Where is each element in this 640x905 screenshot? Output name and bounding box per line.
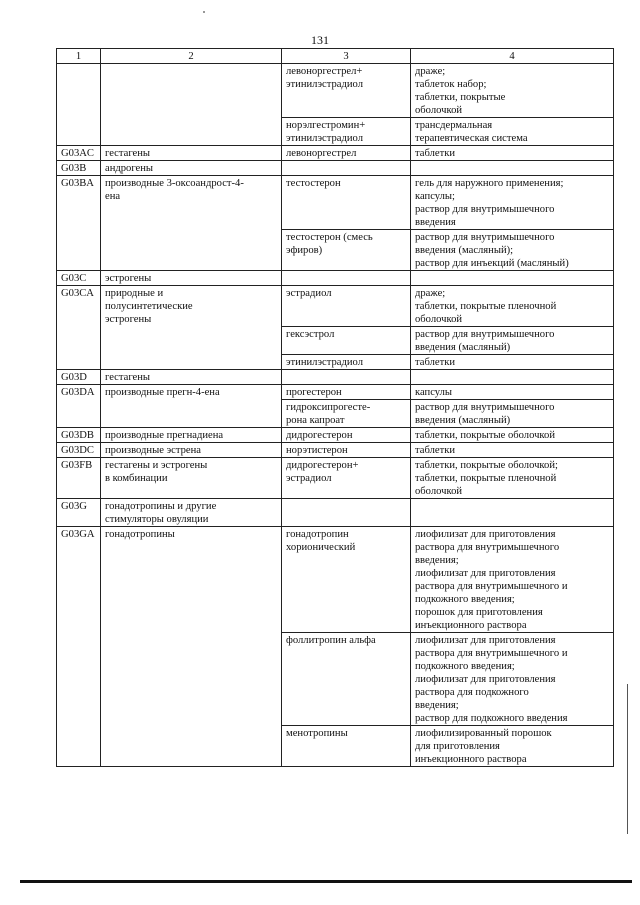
drug-classification-table (56, 48, 614, 767)
table-row (57, 527, 614, 633)
substance-cell: прогестерон (282, 385, 411, 400)
substance-cell: дидрогестерон+ эстрадиол (282, 458, 411, 499)
header-cell: 2 (101, 49, 282, 64)
table-row (57, 271, 614, 286)
header-cell: 3 (282, 49, 411, 64)
dosage-form-cell (411, 271, 614, 286)
atc-code-cell: G03BA (57, 176, 101, 271)
header-cell: 4 (411, 49, 614, 64)
dosage-form-cell: трансдермальная терапевтическая система (411, 118, 614, 146)
dosage-form-cell: таблетки, покрытые оболочкой; таблетки, покрытые пленочной оболочкой (411, 458, 614, 499)
atc-code-cell (57, 64, 101, 146)
table-row (57, 286, 614, 327)
dosage-form-cell (411, 370, 614, 385)
dosage-form-cell: таблетки (411, 443, 614, 458)
atc-code-cell: G03GA (57, 527, 101, 767)
substance-cell (282, 370, 411, 385)
substance-cell (282, 271, 411, 286)
table-row (57, 428, 614, 443)
atc-code-cell: G03DA (57, 385, 101, 428)
scan-margin-line (627, 684, 628, 834)
page-number: 131 (311, 33, 329, 47)
dosage-form-cell: драже; таблеток набор; таблетки, покрытые оболочкой (411, 64, 614, 118)
header-row (57, 49, 614, 64)
table-row (57, 370, 614, 385)
table-row (57, 146, 614, 161)
dosage-form-cell: таблетки (411, 146, 614, 161)
substance-cell: тестостерон (смесь эфиров) (282, 230, 411, 271)
dosage-form-cell: лиофилизат для приготовления раствора для внутримышечного и подкожного введения; лиофилизат для приготовления раствора для подкожного введения; раствор для подкожного введения (411, 633, 614, 726)
substance-cell (282, 161, 411, 176)
atc-code-cell: G03G (57, 499, 101, 527)
group-cell: производные 3-оксоандрост-4- ена (101, 176, 282, 271)
dosage-form-cell: гель для наружного применения; капсулы; раствор для внутримышечного введения (411, 176, 614, 230)
atc-code-cell: G03AC (57, 146, 101, 161)
page-bottom-rule (20, 880, 632, 883)
group-cell: гестагены (101, 370, 282, 385)
scan-speck (203, 11, 205, 13)
dosage-form-cell (411, 161, 614, 176)
substance-cell: левоноргестрел (282, 146, 411, 161)
group-cell: эстрогены (101, 271, 282, 286)
atc-code-cell: G03DC (57, 443, 101, 458)
group-cell: гонадотропины (101, 527, 282, 767)
dosage-form-cell: таблетки (411, 355, 614, 370)
dosage-form-cell: таблетки, покрытые оболочкой (411, 428, 614, 443)
group-cell: производные прегнадиена (101, 428, 282, 443)
atc-code-cell: G03C (57, 271, 101, 286)
substance-cell: гидроксипрогесте- рона капроат (282, 400, 411, 428)
substance-cell: дидрогестерон (282, 428, 411, 443)
table-row (57, 64, 614, 118)
group-cell (101, 64, 282, 146)
substance-cell: менотропины (282, 726, 411, 767)
dosage-form-cell: раствор для внутримышечного введения (масляный) (411, 327, 614, 355)
atc-code-cell: G03B (57, 161, 101, 176)
dosage-form-cell: раствор для внутримышечного введения (масляный); раствор для инъекций (масляный) (411, 230, 614, 271)
group-cell: производные эстрена (101, 443, 282, 458)
table-row (57, 161, 614, 176)
table-row (57, 176, 614, 230)
group-cell: гестагены и эстрогены в комбинации (101, 458, 282, 499)
group-cell: гонадотропины и другие стимуляторы овуляции (101, 499, 282, 527)
substance-cell: этинилэстрадиол (282, 355, 411, 370)
group-cell: гестагены (101, 146, 282, 161)
dosage-form-cell: лиофилизированный порошок для приготовления инъекционного раствора (411, 726, 614, 767)
substance-cell (282, 499, 411, 527)
atc-code-cell: G03CA (57, 286, 101, 370)
atc-code-cell: G03FB (57, 458, 101, 499)
table-row (57, 499, 614, 527)
table-row (57, 443, 614, 458)
table-row (57, 385, 614, 400)
substance-cell: норэтистерон (282, 443, 411, 458)
dosage-form-cell: лиофилизат для приготовления раствора для внутримышечного введения; лиофилизат для приготовления раствора для внутримышечного и подкожного введения; порошок для приготовления инъекционного раствора (411, 527, 614, 633)
dosage-form-cell (411, 499, 614, 527)
group-cell: андрогены (101, 161, 282, 176)
substance-cell: гонадотропин хорионический (282, 527, 411, 633)
dosage-form-cell: драже; таблетки, покрытые пленочной оболочкой (411, 286, 614, 327)
atc-code-cell: G03D (57, 370, 101, 385)
substance-cell: гексэстрол (282, 327, 411, 355)
substance-cell: левоноргестрел+ этинилэстрадиол (282, 64, 411, 118)
group-cell: природные и полусинтетические эстрогены (101, 286, 282, 370)
substance-cell: фоллитропин альфа (282, 633, 411, 726)
table-row (57, 458, 614, 499)
dosage-form-cell: капсулы (411, 385, 614, 400)
group-cell: производные прегн-4-ена (101, 385, 282, 428)
substance-cell: тестостерон (282, 176, 411, 230)
header-cell: 1 (57, 49, 101, 64)
dosage-form-cell: раствор для внутримышечного введения (масляный) (411, 400, 614, 428)
substance-cell: эстрадиол (282, 286, 411, 327)
atc-code-cell: G03DB (57, 428, 101, 443)
substance-cell: норэлгестромин+ этинилэстрадиол (282, 118, 411, 146)
